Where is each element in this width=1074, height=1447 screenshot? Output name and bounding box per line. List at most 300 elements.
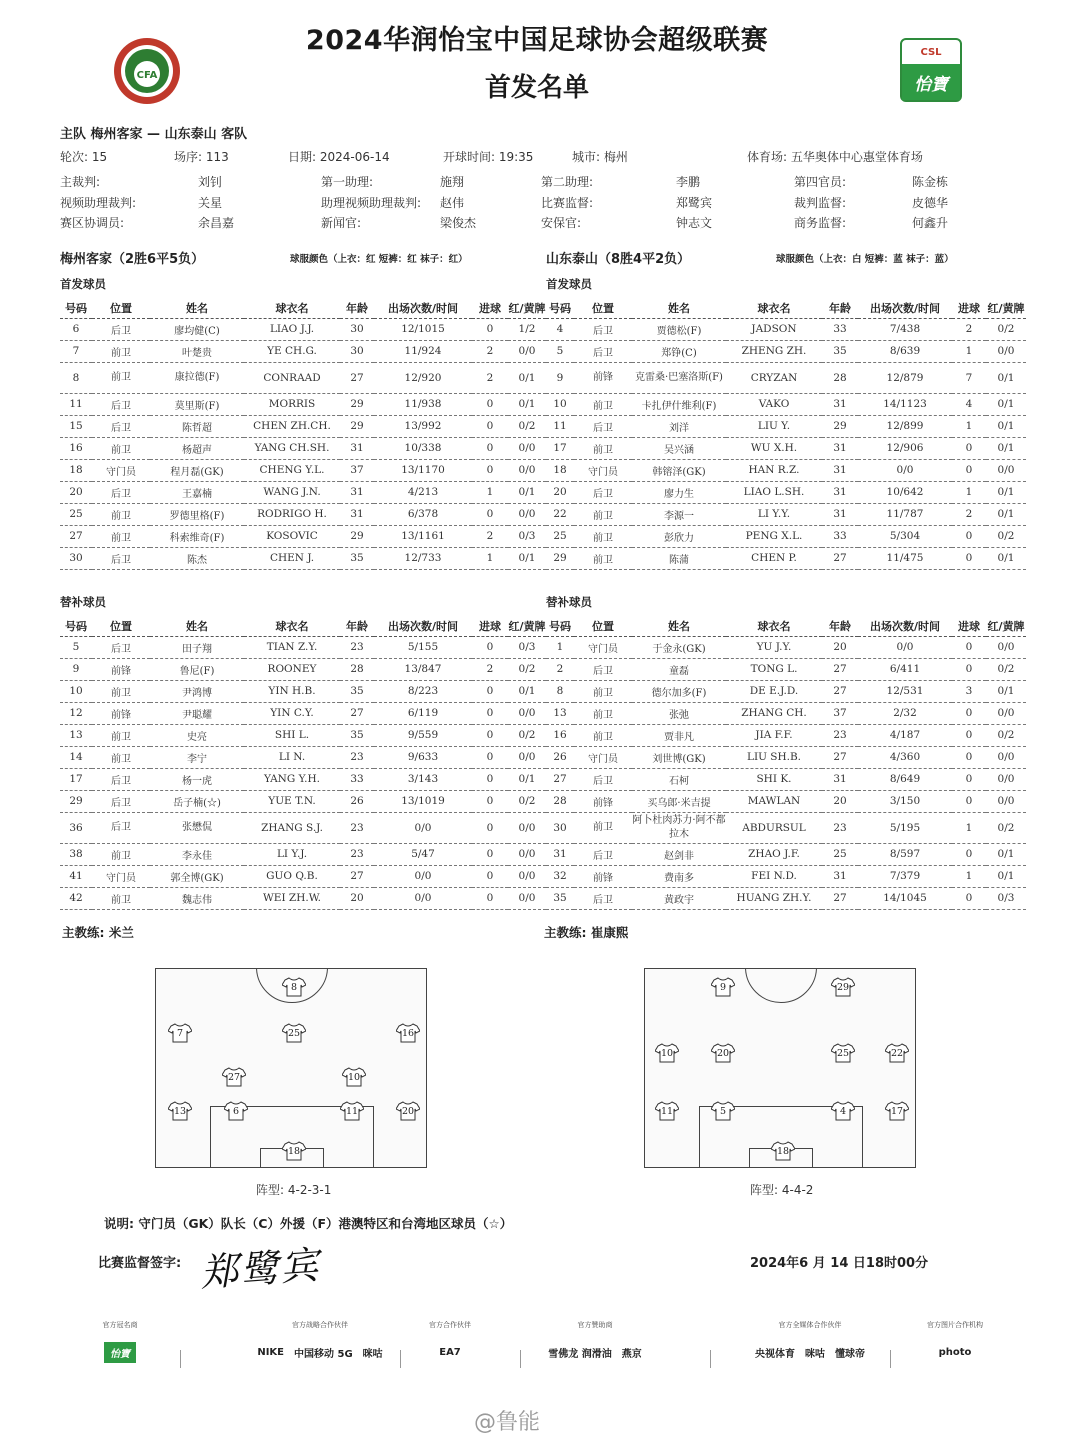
csl-logo-bottom: 怡寶 [902, 64, 960, 100]
age-cell: 31 [822, 481, 858, 503]
cards-cell: 0/1 [508, 680, 546, 702]
number-cell: 9 [60, 658, 92, 680]
number-cell: 25 [546, 525, 574, 547]
cards-cell: 0/0 [508, 843, 546, 865]
age-cell: 37 [822, 702, 858, 724]
column-header: 位置 [92, 616, 150, 636]
table-row [546, 680, 1026, 702]
table-row [546, 746, 1026, 768]
goals-cell: 0 [952, 459, 986, 481]
age-cell: 33 [822, 318, 858, 340]
lineup-title: 首发名单 [484, 73, 589, 103]
name-cell: 罗德里格(F) [150, 503, 244, 525]
apps-cell: 11/475 [858, 547, 952, 569]
name-cell: 康拉德(F) [150, 362, 244, 393]
age-cell: 35 [340, 547, 374, 569]
cards-cell: 0/1 [508, 481, 546, 503]
goals-cell: 2 [472, 340, 508, 362]
column-header: 进球 [472, 616, 508, 636]
age-cell: 27 [822, 680, 858, 702]
cards-cell: 0/2 [986, 724, 1026, 746]
player-shirt-icon [711, 977, 735, 997]
sponsor-logo: 咪咕 [362, 1348, 383, 1360]
position-cell: 前卫 [92, 680, 150, 702]
home-team-record: 梅州客家（2胜6平5负） [60, 252, 205, 267]
age-cell: 27 [822, 547, 858, 569]
age-cell: 31 [822, 437, 858, 459]
position-cell: 后卫 [574, 843, 632, 865]
position-cell: 前卫 [574, 812, 632, 843]
number-cell: 8 [60, 362, 92, 393]
apps-cell: 8/597 [858, 843, 952, 865]
cards-cell: 0/1 [986, 437, 1026, 459]
legend-note: 说明: 守门员（GK）队长（C）外援（F）港澳特区和台湾地区球员（☆） [104, 1216, 513, 1231]
name-cell: 贾德松(F) [632, 318, 726, 340]
away-coach: 主教练: 崔康熙 [544, 925, 629, 940]
goals-cell: 2 [472, 658, 508, 680]
shirt-number: 29 [836, 982, 850, 993]
shirt-number: 9 [719, 982, 727, 993]
goals-cell: 0 [472, 724, 508, 746]
sponsor-category-label: 官方合作伙伴 [429, 1321, 471, 1329]
city: 城市: 梅州 [572, 150, 628, 164]
number-cell: 5 [60, 636, 92, 658]
age-cell: 37 [340, 459, 374, 481]
age-cell: 33 [822, 525, 858, 547]
name-cell: 魏志伟 [150, 887, 244, 909]
shirt-name-cell: HUANG ZH.Y. [726, 887, 822, 909]
shirt-name-cell: LIU Y. [726, 415, 822, 437]
goals-cell: 0 [472, 702, 508, 724]
away-starters-label: 首发球员 [546, 277, 592, 291]
age-cell: 27 [822, 658, 858, 680]
position-cell: 前卫 [574, 702, 632, 724]
shirt-number: 20 [716, 1048, 730, 1059]
table-header-row [546, 298, 1026, 318]
sponsor-divider [180, 1350, 181, 1368]
column-header: 姓名 [632, 298, 726, 318]
cards-cell: 0/1 [986, 481, 1026, 503]
player-shirt-icon [282, 1141, 306, 1161]
name-cell: 李源一 [632, 503, 726, 525]
shirt-name-cell: GUO Q.B. [244, 865, 340, 887]
number-cell: 20 [60, 481, 92, 503]
shirt-name-cell: VAKO [726, 393, 822, 415]
shirt-name-cell: ZHAO J.F. [726, 843, 822, 865]
number-cell: 29 [546, 547, 574, 569]
goals-cell: 2 [472, 525, 508, 547]
goals-cell: 1 [472, 481, 508, 503]
table-row [60, 746, 546, 768]
goals-cell: 0 [952, 636, 986, 658]
age-cell: 26 [340, 790, 374, 812]
goals-cell: 0 [952, 887, 986, 909]
goals-cell: 0 [952, 724, 986, 746]
shirt-name-cell: YUE T.N. [244, 790, 340, 812]
goals-cell: 0 [472, 887, 508, 909]
position-cell: 后卫 [574, 481, 632, 503]
apps-cell: 12/920 [374, 362, 472, 393]
sponsor-category-label: 官方冠名商 [102, 1321, 138, 1329]
shirt-number: 20 [401, 1106, 415, 1117]
position-cell: 前卫 [574, 525, 632, 547]
name-cell: 田子翔 [150, 636, 244, 658]
table-row [546, 503, 1026, 525]
apps-cell: 13/847 [374, 658, 472, 680]
apps-cell: 5/195 [858, 812, 952, 843]
shirt-number: 17 [890, 1106, 904, 1117]
cards-cell: 0/1 [986, 503, 1026, 525]
goals-cell: 0 [472, 415, 508, 437]
cards-cell: 0/2 [986, 658, 1026, 680]
apps-cell: 7/379 [858, 865, 952, 887]
shirt-name-cell: YE CH.G. [244, 340, 340, 362]
position-cell: 前锋 [92, 702, 150, 724]
position-cell: 后卫 [92, 768, 150, 790]
number-cell: 38 [60, 843, 92, 865]
cards-cell: 0/1 [986, 393, 1026, 415]
player-shirt-icon [340, 1101, 364, 1121]
apps-cell: 8/639 [858, 340, 952, 362]
cards-cell: 0/0 [508, 503, 546, 525]
number-cell: 15 [60, 415, 92, 437]
goals-cell: 1 [952, 415, 986, 437]
position-cell: 后卫 [574, 415, 632, 437]
age-cell: 29 [340, 393, 374, 415]
name-cell: 陈杰 [150, 547, 244, 569]
away-subs-table [546, 616, 1026, 910]
cards-cell: 0/1 [986, 843, 1026, 865]
away-subs-label: 替补球员 [546, 595, 592, 609]
position-cell: 前卫 [92, 525, 150, 547]
table-row [60, 790, 546, 812]
shirt-name-cell: JADSON [726, 318, 822, 340]
number-cell: 8 [546, 680, 574, 702]
apps-cell: 4/187 [858, 724, 952, 746]
table-row [546, 393, 1026, 415]
apps-cell: 0/0 [374, 812, 472, 843]
shirt-name-cell: WEI ZH.W. [244, 887, 340, 909]
center-circle-arc [745, 968, 817, 1003]
goals-cell: 3 [952, 680, 986, 702]
column-header: 进球 [952, 616, 986, 636]
cards-cell: 0/1 [986, 680, 1026, 702]
name-cell: 童磊 [632, 658, 726, 680]
shirt-number: 18 [287, 1146, 301, 1157]
match-date: 日期: 2024-06-14 [288, 150, 390, 164]
shirt-number: 13 [173, 1106, 187, 1117]
shirt-name-cell: CONRAAD [244, 362, 340, 393]
number-cell: 41 [60, 865, 92, 887]
age-cell: 35 [340, 724, 374, 746]
goals-cell: 1 [472, 547, 508, 569]
cards-cell: 0/1 [986, 362, 1026, 393]
table-row [546, 658, 1026, 680]
apps-cell: 12/733 [374, 547, 472, 569]
cards-cell: 0/0 [508, 746, 546, 768]
position-cell: 前卫 [92, 887, 150, 909]
position-cell: 前卫 [92, 843, 150, 865]
column-header: 球衣名 [244, 616, 340, 636]
name-cell: 张懋侃 [150, 812, 244, 843]
sponsor-logo: 咪咕 [805, 1348, 825, 1360]
age-cell: 23 [340, 636, 374, 658]
age-cell: 35 [822, 340, 858, 362]
cards-cell: 0/0 [986, 768, 1026, 790]
cards-cell: 0/1 [986, 547, 1026, 569]
shirt-name-cell: LIAO J.J. [244, 318, 340, 340]
shirt-name-cell: LI N. [244, 746, 340, 768]
apps-cell: 5/155 [374, 636, 472, 658]
table-row [60, 724, 546, 746]
position-cell: 后卫 [574, 887, 632, 909]
goals-cell: 1 [952, 340, 986, 362]
column-header: 球衣名 [726, 616, 822, 636]
goals-cell: 0 [952, 746, 986, 768]
position-cell: 后卫 [92, 790, 150, 812]
name-cell: 吴兴涵 [632, 437, 726, 459]
shirt-name-cell: CHEN ZH.CH. [244, 415, 340, 437]
age-cell: 31 [340, 481, 374, 503]
sponsor-divider [520, 1350, 521, 1368]
column-header: 出场次数/时间 [858, 298, 952, 318]
name-cell: 阿卜杜肉苏力·阿不都拉木 [632, 812, 726, 843]
sponsor-group [240, 1320, 400, 1366]
table-row [546, 865, 1026, 887]
number-cell: 26 [546, 746, 574, 768]
age-cell: 31 [340, 437, 374, 459]
name-cell: 莫里斯(F) [150, 393, 244, 415]
apps-cell: 11/787 [858, 503, 952, 525]
shirt-number: 6 [232, 1106, 240, 1117]
age-cell: 23 [340, 843, 374, 865]
sponsor-logo: 中国移动 5G [294, 1348, 353, 1360]
cards-cell: 0/1 [508, 547, 546, 569]
number-cell: 18 [60, 459, 92, 481]
shirt-name-cell: DE E.J.D. [726, 680, 822, 702]
cards-cell: 0/2 [986, 812, 1026, 843]
number-cell: 16 [60, 437, 92, 459]
position-cell: 守门员 [92, 459, 150, 481]
goals-cell: 0 [472, 865, 508, 887]
shirt-name-cell: ZHANG S.J. [244, 812, 340, 843]
cards-cell: 0/0 [986, 702, 1026, 724]
name-cell: 韩镕泽(GK) [632, 459, 726, 481]
table-row [60, 481, 546, 503]
goals-cell: 0 [952, 702, 986, 724]
table-row [60, 702, 546, 724]
table-row [546, 318, 1026, 340]
number-cell: 4 [546, 318, 574, 340]
table-header-row [60, 616, 546, 636]
column-header: 进球 [472, 298, 508, 318]
position-cell: 后卫 [574, 318, 632, 340]
number-cell: 7 [60, 340, 92, 362]
age-cell: 23 [340, 746, 374, 768]
cards-cell: 0/1 [508, 362, 546, 393]
table-row [60, 547, 546, 569]
kickoff-time: 开球时间: 19:35 [443, 150, 534, 164]
shirt-name-cell: YANG Y.H. [244, 768, 340, 790]
shirt-name-cell: YIN H.B. [244, 680, 340, 702]
number-cell: 25 [60, 503, 92, 525]
number-cell: 13 [546, 702, 574, 724]
shirt-number: 7 [176, 1028, 184, 1039]
home-kit-colors: 球服颜色（上衣：红 短裤：红 袜子：红） [290, 254, 468, 265]
position-cell: 前卫 [92, 746, 150, 768]
sponsor-logo: 燕京 [621, 1348, 642, 1360]
goals-cell: 0 [952, 790, 986, 812]
cards-cell: 0/0 [508, 340, 546, 362]
number-cell: 20 [546, 481, 574, 503]
sponsor-logo: 怡寶 [104, 1342, 136, 1363]
name-cell: 科索维奇(F) [150, 525, 244, 547]
player-shirt-icon [168, 1101, 192, 1121]
position-cell: 后卫 [92, 393, 150, 415]
table-row [60, 415, 546, 437]
name-cell: 赵剑非 [632, 843, 726, 865]
cards-cell: 0/1 [508, 768, 546, 790]
shirt-name-cell: CHEN P. [726, 547, 822, 569]
number-cell: 28 [546, 790, 574, 812]
column-header: 红/黄牌 [986, 616, 1026, 636]
column-header: 号码 [60, 298, 92, 318]
apps-cell: 13/992 [374, 415, 472, 437]
weibo-watermark: @鲁能 [474, 1410, 541, 1435]
table-row [60, 503, 546, 525]
name-cell: 史亮 [150, 724, 244, 746]
position-cell: 后卫 [92, 812, 150, 843]
apps-cell: 10/642 [858, 481, 952, 503]
shirt-name-cell: PENG X.L. [726, 525, 822, 547]
goals-cell: 2 [952, 318, 986, 340]
sponsor-group [90, 1320, 150, 1366]
shirt-name-cell: WU X.H. [726, 437, 822, 459]
shirt-name-cell: YANG CH.SH. [244, 437, 340, 459]
player-shirt-icon [224, 1101, 248, 1121]
apps-cell: 4/360 [858, 746, 952, 768]
home-subs-label: 替补球员 [60, 595, 106, 609]
name-cell: 杨超声 [150, 437, 244, 459]
apps-cell: 11/924 [374, 340, 472, 362]
number-cell: 36 [60, 812, 92, 843]
table-row [546, 702, 1026, 724]
sponsor-logo: photo [938, 1346, 972, 1358]
goals-cell: 0 [952, 768, 986, 790]
apps-cell: 0/0 [858, 636, 952, 658]
position-cell: 前锋 [92, 658, 150, 680]
table-row [60, 459, 546, 481]
cards-cell: 0/0 [986, 459, 1026, 481]
shirt-name-cell: TIAN Z.Y. [244, 636, 340, 658]
table-row [60, 658, 546, 680]
apps-cell: 12/879 [858, 362, 952, 393]
cards-cell: 0/1 [986, 865, 1026, 887]
goals-cell: 0 [472, 393, 508, 415]
column-header: 球衣名 [726, 298, 822, 318]
column-header: 出场次数/时间 [374, 616, 472, 636]
number-cell: 11 [546, 415, 574, 437]
player-shirt-icon [282, 977, 306, 997]
column-header: 红/黄牌 [508, 298, 546, 318]
name-cell: 陈蒲 [632, 547, 726, 569]
cards-cell: 0/0 [508, 459, 546, 481]
sponsor-group [540, 1320, 650, 1366]
age-cell: 31 [822, 503, 858, 525]
position-cell: 前卫 [574, 503, 632, 525]
number-cell: 13 [60, 724, 92, 746]
shirt-name-cell: HAN R.Z. [726, 459, 822, 481]
sponsor-logo: 懂球帝 [835, 1348, 865, 1360]
table-row [546, 481, 1026, 503]
apps-cell: 9/633 [374, 746, 472, 768]
goals-cell: 0 [952, 843, 986, 865]
cfa-logo-text: CFA [136, 70, 158, 81]
name-cell: 尹鸿博 [150, 680, 244, 702]
cards-cell: 0/0 [986, 636, 1026, 658]
table-row [60, 812, 546, 843]
apps-cell: 6/411 [858, 658, 952, 680]
number-cell: 17 [546, 437, 574, 459]
goals-cell: 2 [472, 362, 508, 393]
table-row [60, 680, 546, 702]
table-row [60, 887, 546, 909]
number-cell: 1 [546, 636, 574, 658]
position-cell: 守门员 [574, 636, 632, 658]
position-cell: 后卫 [574, 340, 632, 362]
name-cell: 李永佳 [150, 843, 244, 865]
goals-cell: 0 [472, 812, 508, 843]
age-cell: 31 [822, 865, 858, 887]
apps-cell: 12/906 [858, 437, 952, 459]
shirt-number: 16 [401, 1028, 415, 1039]
shirt-name-cell: LIU SH.B. [726, 746, 822, 768]
shirt-name-cell: ZHENG ZH. [726, 340, 822, 362]
age-cell: 31 [822, 459, 858, 481]
table-row [546, 843, 1026, 865]
position-cell: 前卫 [574, 724, 632, 746]
shirt-name-cell: MAWLAN [726, 790, 822, 812]
sponsor-divider [400, 1350, 401, 1368]
table-row [546, 340, 1026, 362]
table-row [546, 768, 1026, 790]
cards-cell: 0/3 [986, 887, 1026, 909]
apps-cell: 6/119 [374, 702, 472, 724]
sponsor-category-label: 官方图片合作机构 [927, 1321, 983, 1329]
column-header: 出场次数/时间 [374, 298, 472, 318]
shirt-name-cell: JIA F.F. [726, 724, 822, 746]
table-row [60, 525, 546, 547]
column-header: 年龄 [822, 298, 858, 318]
table-row [546, 459, 1026, 481]
column-header: 年龄 [822, 616, 858, 636]
position-cell: 后卫 [92, 318, 150, 340]
age-cell: 31 [822, 393, 858, 415]
player-shirt-icon [655, 1043, 679, 1063]
position-cell: 后卫 [574, 658, 632, 680]
position-cell: 后卫 [92, 481, 150, 503]
column-header: 姓名 [150, 616, 244, 636]
goals-cell: 0 [472, 790, 508, 812]
goals-cell: 0 [472, 459, 508, 481]
age-cell: 27 [822, 887, 858, 909]
sponsor-category-label: 官方全媒体合作伙伴 [778, 1321, 842, 1329]
age-cell: 27 [340, 865, 374, 887]
shirt-name-cell: ZHANG CH. [726, 702, 822, 724]
shirt-number: 4 [839, 1106, 847, 1117]
shirt-name-cell: CRYZAN [726, 362, 822, 393]
shirt-name-cell: ABDURSUL [726, 812, 822, 843]
